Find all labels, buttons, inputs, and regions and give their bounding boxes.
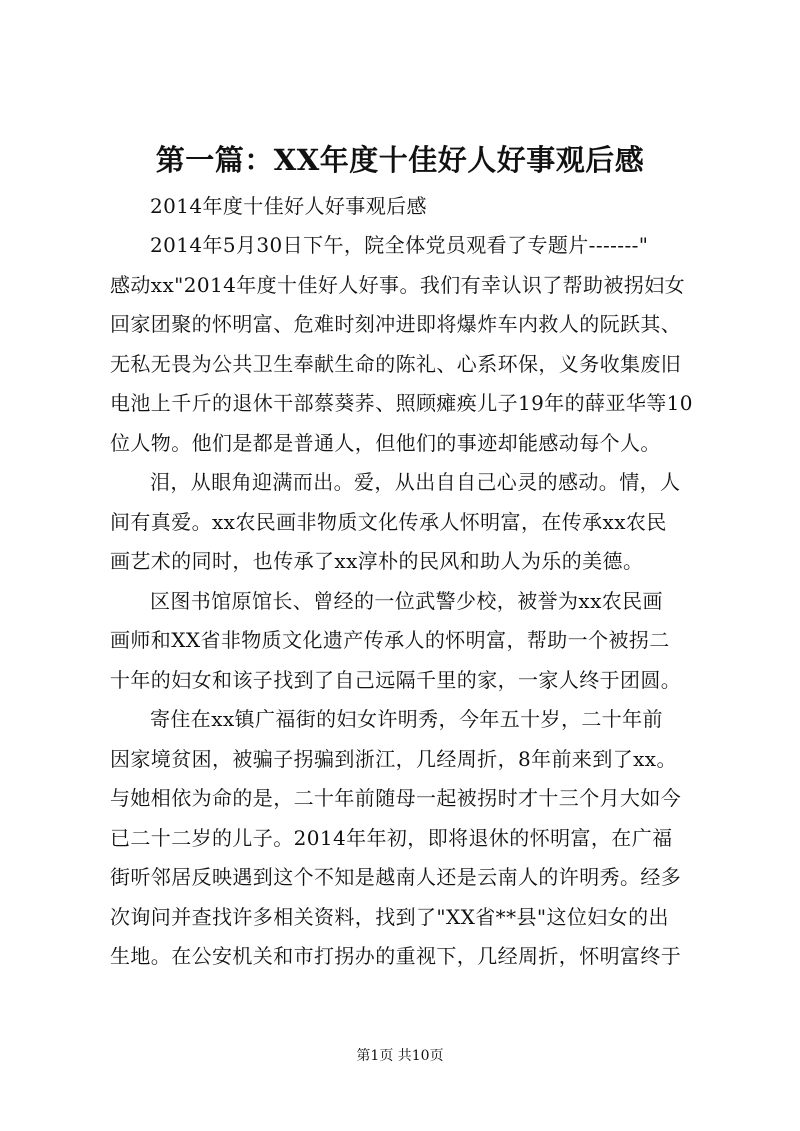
paragraph-line: 画师和XX省非物质文化遗产传承人的怀明富，帮助一个被拐二 [110, 628, 670, 652]
paragraph-line: 区图书馆原馆长、曾经的一位武警少校，被誉为xx农民画 [150, 589, 663, 613]
page-title: 第一篇：XX年度十佳好人好事观后感 [155, 143, 645, 177]
paragraph-line: 与她相依为命的是，二十年前随母一起被拐时才十三个月大如今 [110, 786, 682, 810]
page-number-footer: 第1页 共10页 [356, 1048, 444, 1064]
paragraph-line: 生地。在公安机关和市打拐办的重视下，几经周折，怀明富终于 [110, 944, 682, 968]
paragraph-line: 感动xx"2014年度十佳好人好事。我们有幸认识了帮助被拐妇女 [110, 273, 686, 297]
paragraph-line: 2014年5月30日下午，院全体党员观看了专题片-------" [150, 233, 649, 257]
paragraph-line: 间有真爱。xx农民画非物质文化传承人怀明富，在传承xx农民 [110, 510, 667, 534]
paragraph-line: 街听邻居反映遇到这个不知是越南人还是云南人的许明秀。经多 [110, 865, 682, 889]
paragraph-line: 十年的妇女和该子找到了自己远隔千里的家，一家人终于团圆。 [110, 668, 682, 692]
paragraph-line: 寄住在xx镇广福街的妇女许明秀，今年五十岁，二十年前 [150, 707, 663, 731]
paragraph-line: 电池上千斤的退休干部蔡葵荞、照顾瘫痪儿子19年的薛亚华等10 [110, 391, 693, 415]
paragraph-line: 画艺术的同时，也传承了xx淳朴的民风和助人为乐的美德。 [110, 549, 644, 573]
paragraph-line: 因家境贫困，被骗子拐骗到浙江，几经周折，8年前来到了xx。 [110, 747, 677, 771]
subtitle-line: 2014年度十佳好人好事观后感 [150, 194, 427, 218]
paragraph-line: 次询问并查找许多相关资料，找到了"XX省**县"这位妇女的出 [110, 905, 669, 929]
paragraph-line: 泪，从眼角迎满而出。爱，从出自自己心灵的感动。情，人 [150, 470, 681, 494]
paragraph-line: 回家团聚的怀明富、危难时刻冲进即将爆炸车内救人的阮跃其、 [110, 312, 682, 336]
paragraph-line: 位人物。他们是都是普通人，但他们的事迹却能感动每个人。 [110, 431, 661, 455]
paragraph-line: 已二十二岁的儿子。2014年年初，即将退休的怀明富，在广福 [110, 826, 673, 850]
paragraph-line: 无私无畏为公共卫生奉献生命的陈礼、心系环保，义务收集废旧 [110, 352, 682, 376]
